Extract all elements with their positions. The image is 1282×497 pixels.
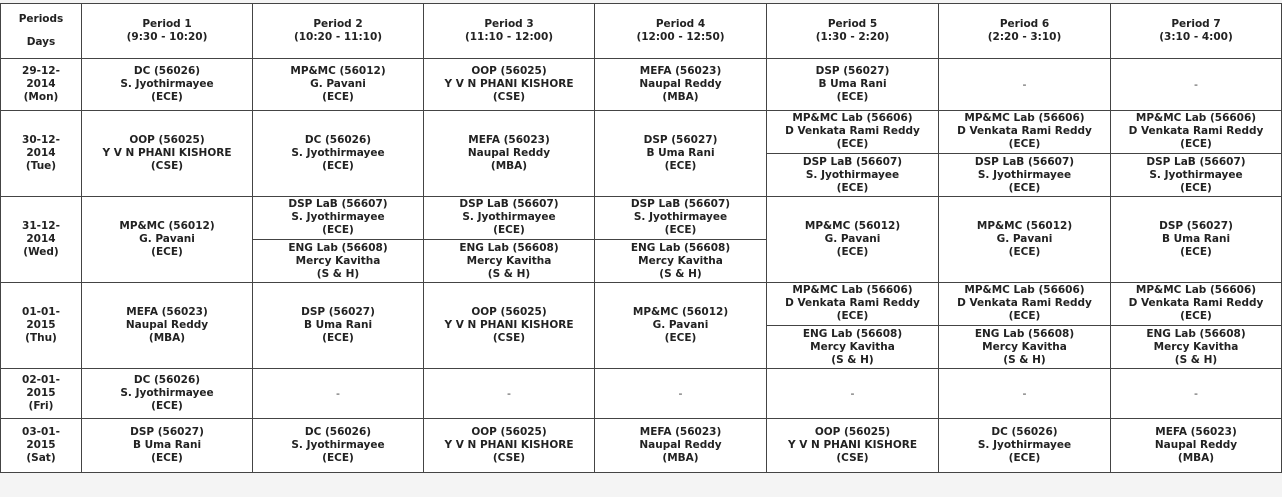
department-label: (ECE) xyxy=(836,246,869,258)
subject-label: MP&MC Lab (56606) xyxy=(792,284,913,296)
period-cell xyxy=(767,59,939,111)
department-label: (ECE) xyxy=(322,332,354,344)
teacher-name: D Venkata Rami Reddy xyxy=(1128,125,1264,137)
lab-entry xyxy=(1111,111,1281,154)
period-cell xyxy=(253,197,424,283)
department-label: (S & H) xyxy=(1003,354,1046,366)
class-entry xyxy=(767,64,938,105)
period-time: (1:30 - 2:20) xyxy=(815,31,890,43)
subject-label: DSP LaB (56607) xyxy=(1146,156,1246,168)
lab-entry xyxy=(939,154,1110,196)
period-cell xyxy=(767,369,939,419)
period-time: (3:10 - 4:00) xyxy=(1159,31,1233,43)
teacher-name: Mercy Kavitha xyxy=(1153,341,1239,353)
department-label: (ECE) xyxy=(836,138,869,150)
day-cell xyxy=(1,419,82,473)
subject-label: MP&MC Lab (56606) xyxy=(964,284,1085,296)
period-cell xyxy=(253,283,424,369)
lab-entry xyxy=(939,283,1110,326)
lab-entry xyxy=(253,240,423,282)
teacher-name: Mercy Kavitha xyxy=(810,341,895,353)
header-row xyxy=(1,4,1282,59)
table-row xyxy=(1,283,1282,369)
department-label: (ECE) xyxy=(664,332,697,344)
table-row xyxy=(1,59,1282,111)
day-label-line: 2014 xyxy=(26,233,56,245)
teacher-name: G. Pavani xyxy=(652,319,709,331)
period-name: Period 3 xyxy=(484,18,534,30)
department-label: (ECE) xyxy=(493,224,525,236)
empty-entry xyxy=(424,386,594,401)
empty-entry xyxy=(1111,77,1281,92)
period-header-6 xyxy=(939,4,1111,59)
department-label: (MBA) xyxy=(662,91,699,103)
class-entry xyxy=(424,64,594,105)
department-label: (ECE) xyxy=(1180,246,1212,258)
no-class-dash: - xyxy=(507,387,511,400)
period-cell xyxy=(253,419,424,473)
period-cell xyxy=(424,369,595,419)
lab-entry xyxy=(939,111,1110,154)
day-label-line: (Wed) xyxy=(23,246,59,258)
period-name: Period 6 xyxy=(999,18,1050,30)
day-label-line: (Fri) xyxy=(28,400,54,412)
subject-label: DSP LaB (56607) xyxy=(459,198,559,210)
department-label: (ECE) xyxy=(1180,182,1212,194)
period-name: Period 1 xyxy=(142,18,192,30)
class-entry xyxy=(424,133,594,174)
period-cell xyxy=(595,283,767,369)
period-name: Period 2 xyxy=(313,18,363,30)
subject-label: ENG Lab (56608) xyxy=(802,328,903,340)
teacher-name: Naupal Reddy xyxy=(125,319,209,331)
period-cell xyxy=(424,197,595,283)
department-label: (ECE) xyxy=(1180,310,1212,322)
class-entry xyxy=(253,305,423,346)
class-entry xyxy=(595,133,766,174)
period-cell xyxy=(1111,197,1282,283)
class-entry xyxy=(82,133,252,174)
period-cell xyxy=(595,419,767,473)
teacher-name: D Venkata Rami Reddy xyxy=(785,125,920,137)
department-label: (ECE) xyxy=(1008,182,1041,194)
period-cell xyxy=(767,197,939,283)
periods-label: Periods xyxy=(9,13,73,31)
period-cell xyxy=(939,59,1111,111)
department-label: (ECE) xyxy=(322,224,354,236)
subject-label: MP&MC (56012) xyxy=(290,65,386,77)
period-cell xyxy=(82,369,253,419)
day-label-line: 2014 xyxy=(26,78,56,90)
lab-entry xyxy=(424,240,594,282)
class-entry xyxy=(82,219,252,260)
department-label: (MBA) xyxy=(148,332,186,344)
no-class-dash: - xyxy=(1194,387,1198,400)
period-cell xyxy=(939,283,1111,369)
subject-label: ENG Lab (56608) xyxy=(459,242,559,254)
no-class-dash: - xyxy=(1022,387,1027,400)
lab-entry xyxy=(1111,283,1281,326)
department-label: (ECE) xyxy=(1008,246,1041,258)
subject-label: DC (56026) xyxy=(304,134,372,146)
teacher-name: G. Pavani xyxy=(996,233,1053,245)
subject-label: DC (56026) xyxy=(304,426,372,438)
department-label: (S & H) xyxy=(659,268,702,280)
class-entry xyxy=(253,425,423,466)
period-cell xyxy=(939,419,1111,473)
department-label: (MBA) xyxy=(1177,452,1215,464)
department-label: (CSE) xyxy=(836,452,869,464)
lab-entry xyxy=(424,197,594,240)
teacher-name: S. Jyothirmayee xyxy=(977,439,1072,451)
teacher-name: B Uma Rani xyxy=(303,319,373,331)
day-cell xyxy=(1,197,82,283)
lab-entry xyxy=(767,283,938,326)
days-label: Days xyxy=(26,36,56,48)
department-label: (S & H) xyxy=(1174,354,1218,366)
class-entry xyxy=(595,425,766,466)
day-label-line: 30-12- xyxy=(22,134,60,146)
period-name: Period 7 xyxy=(1171,18,1221,30)
teacher-name: D Venkata Rami Reddy xyxy=(1128,297,1264,309)
day-label-line: 2014 xyxy=(26,147,56,159)
subject-label: OOP (56025) xyxy=(129,134,205,146)
subject-label: DSP (56027) xyxy=(301,306,375,318)
department-label: (CSE) xyxy=(492,91,526,103)
period-header-2 xyxy=(253,4,424,59)
period-time: (10:20 - 11:10) xyxy=(293,31,383,43)
day-cell xyxy=(1,369,82,419)
teacher-name: B Uma Rani xyxy=(1161,233,1231,245)
subject-label: MEFA (56023) xyxy=(639,426,722,438)
department-label: (ECE) xyxy=(836,310,869,322)
timetable xyxy=(0,3,1282,473)
teacher-name: Y V N PHANI KISHORE xyxy=(444,439,574,451)
subject-label: DSP LaB (56607) xyxy=(630,198,731,210)
period-time: (11:10 - 12:00) xyxy=(464,31,554,43)
subject-label: OOP (56025) xyxy=(471,65,547,77)
subject-label: DSP (56027) xyxy=(643,134,718,146)
teacher-name: G. Pavani xyxy=(310,78,366,90)
teacher-name: Mercy Kavitha xyxy=(466,255,552,267)
teacher-name: D Venkata Rami Reddy xyxy=(957,297,1092,309)
department-label: (ECE) xyxy=(151,91,183,103)
class-entry xyxy=(82,64,252,105)
lab-entry xyxy=(595,197,766,240)
period-cell xyxy=(595,59,767,111)
department-label: (ECE) xyxy=(322,160,354,172)
subject-label: DC (56026) xyxy=(133,374,201,386)
period-header-5 xyxy=(767,4,939,59)
subject-label: MP&MC Lab (56606) xyxy=(1135,284,1257,296)
day-cell xyxy=(1,111,82,197)
period-cell xyxy=(1111,283,1282,369)
lab-entry xyxy=(595,240,766,282)
subject-label: ENG Lab (56608) xyxy=(974,328,1075,340)
class-entry xyxy=(595,305,766,346)
teacher-name: D Venkata Rami Reddy xyxy=(785,297,920,309)
subject-label: DC (56026) xyxy=(133,65,201,77)
subject-label: MEFA (56023) xyxy=(126,306,208,318)
empty-entry xyxy=(253,386,423,401)
teacher-name: Mercy Kavitha xyxy=(982,341,1067,353)
teacher-name: S. Jyothirmayee xyxy=(1149,169,1243,181)
subject-label: MEFA (56023) xyxy=(1155,426,1237,438)
class-entry xyxy=(767,425,938,466)
department-label: (ECE) xyxy=(1008,138,1041,150)
no-class-dash: - xyxy=(1194,78,1198,91)
class-entry xyxy=(424,305,594,346)
table-row xyxy=(1,111,1282,197)
subject-label: OOP (56025) xyxy=(471,426,547,438)
teacher-name: G. Pavani xyxy=(824,233,881,245)
subject-label: MP&MC (56012) xyxy=(119,220,215,232)
timetable-body xyxy=(1,59,1282,473)
subject-label: DSP LaB (56607) xyxy=(974,156,1075,168)
teacher-name: Y V N PHANI KISHORE xyxy=(444,319,574,331)
teacher-name: Naupal Reddy xyxy=(639,78,722,90)
department-label: (S & H) xyxy=(831,354,874,366)
teacher-name: S. Jyothirmayee xyxy=(291,147,385,159)
teacher-name: Naupal Reddy xyxy=(639,439,722,451)
teacher-name: S. Jyothirmayee xyxy=(977,169,1072,181)
table-row xyxy=(1,369,1282,419)
day-label-line: 2015 xyxy=(26,319,56,331)
subject-label: DC (56026) xyxy=(991,426,1058,438)
period-cell xyxy=(595,197,767,283)
period-cell xyxy=(82,59,253,111)
day-label-line: (Sat) xyxy=(26,452,56,464)
subject-label: DSP (56027) xyxy=(130,426,204,438)
lab-entry xyxy=(1111,154,1281,196)
teacher-name: S. Jyothirmayee xyxy=(120,387,214,399)
day-cell xyxy=(1,59,82,111)
period-cell xyxy=(424,59,595,111)
class-entry xyxy=(939,219,1110,260)
day-label-line: (Mon) xyxy=(23,91,59,103)
period-cell xyxy=(253,111,424,197)
department-label: (ECE) xyxy=(322,452,354,464)
lab-entry xyxy=(767,326,938,368)
subject-label: MP&MC (56012) xyxy=(632,306,729,318)
department-label: (ECE) xyxy=(1008,310,1041,322)
no-class-dash: - xyxy=(678,387,683,400)
period-cell xyxy=(767,283,939,369)
department-label: (ECE) xyxy=(1008,452,1041,464)
empty-entry xyxy=(939,77,1110,92)
period-name: Period 5 xyxy=(827,18,878,30)
teacher-name: S. Jyothirmayee xyxy=(291,439,385,451)
subject-label: OOP (56025) xyxy=(471,306,547,318)
lab-entry xyxy=(767,111,938,154)
teacher-name: Naupal Reddy xyxy=(1154,439,1238,451)
period-cell xyxy=(767,419,939,473)
subject-label: MP&MC (56012) xyxy=(804,220,901,232)
class-entry xyxy=(1111,425,1281,466)
table-row xyxy=(1,197,1282,283)
day-label-line: 31-12- xyxy=(22,220,60,232)
department-label: (ECE) xyxy=(1180,138,1212,150)
no-class-dash: - xyxy=(1022,78,1027,91)
subject-label: DSP LaB (56607) xyxy=(802,156,903,168)
department-label: (ECE) xyxy=(836,182,869,194)
subject-label: DSP (56027) xyxy=(815,65,890,77)
teacher-name: Y V N PHANI KISHORE xyxy=(444,78,574,90)
class-entry xyxy=(253,133,423,174)
department-label: (ECE) xyxy=(664,224,697,236)
subject-label: ENG Lab (56608) xyxy=(1146,328,1246,340)
table-row xyxy=(1,419,1282,473)
period-time: (9:30 - 10:20) xyxy=(126,31,208,43)
subject-label: DSP (56027) xyxy=(1159,220,1233,232)
department-label: (MBA) xyxy=(490,160,528,172)
day-label-line: 2015 xyxy=(26,387,56,399)
period-cell xyxy=(767,111,939,197)
class-entry xyxy=(1111,219,1281,260)
period-cell xyxy=(939,111,1111,197)
teacher-name: Naupal Reddy xyxy=(467,147,551,159)
department-label: (ECE) xyxy=(151,246,183,258)
period-cell xyxy=(424,283,595,369)
period-header-4 xyxy=(595,4,767,59)
period-cell xyxy=(82,197,253,283)
subject-label: MP&MC (56012) xyxy=(976,220,1073,232)
empty-entry xyxy=(1111,386,1281,401)
teacher-name: Y V N PHANI KISHORE xyxy=(787,439,918,451)
period-cell xyxy=(1111,59,1282,111)
day-label-line: (Tue) xyxy=(25,160,57,172)
department-label: (ECE) xyxy=(151,400,183,412)
no-class-dash: - xyxy=(336,387,340,400)
teacher-name: B Uma Rani xyxy=(818,78,887,90)
period-name: Period 4 xyxy=(655,18,706,30)
period-cell xyxy=(82,283,253,369)
department-label: (MBA) xyxy=(662,452,699,464)
class-entry xyxy=(595,64,766,105)
class-entry xyxy=(939,425,1110,466)
period-cell xyxy=(424,111,595,197)
subject-label: DSP LaB (56607) xyxy=(288,198,388,210)
period-cell xyxy=(424,419,595,473)
period-header-7 xyxy=(1111,4,1282,59)
lab-entry xyxy=(767,154,938,196)
teacher-name: S. Jyothirmayee xyxy=(291,211,385,223)
period-cell xyxy=(1111,419,1282,473)
department-label: (ECE) xyxy=(836,91,869,103)
subject-label: MP&MC Lab (56606) xyxy=(792,112,913,124)
department-label: (CSE) xyxy=(492,452,526,464)
department-label: (S & H) xyxy=(487,268,531,280)
teacher-name: B Uma Rani xyxy=(646,147,715,159)
no-class-dash: - xyxy=(850,387,855,400)
period-cell xyxy=(253,59,424,111)
period-cell xyxy=(82,419,253,473)
teacher-name: S. Jyothirmayee xyxy=(805,169,900,181)
class-entry xyxy=(424,425,594,466)
empty-entry xyxy=(939,386,1110,401)
empty-entry xyxy=(767,386,938,401)
class-entry xyxy=(82,305,252,346)
department-label: (CSE) xyxy=(150,160,184,172)
teacher-name: B Uma Rani xyxy=(132,439,202,451)
teacher-name: D Venkata Rami Reddy xyxy=(957,125,1092,137)
teacher-name: S. Jyothirmayee xyxy=(462,211,556,223)
day-label-line: 29-12- xyxy=(22,65,60,77)
department-label: (CSE) xyxy=(492,332,526,344)
period-cell xyxy=(82,111,253,197)
corner-cell xyxy=(1,4,82,59)
subject-label: MEFA (56023) xyxy=(639,65,722,77)
teacher-name: Mercy Kavitha xyxy=(295,255,381,267)
period-header-1 xyxy=(82,4,253,59)
period-cell xyxy=(1111,369,1282,419)
teacher-name: G. Pavani xyxy=(139,233,195,245)
subject-label: ENG Lab (56608) xyxy=(288,242,388,254)
class-entry xyxy=(82,373,252,414)
subject-label: OOP (56025) xyxy=(814,426,891,438)
lab-entry xyxy=(253,197,423,240)
period-cell xyxy=(939,369,1111,419)
department-label: (S & H) xyxy=(316,268,360,280)
period-cell xyxy=(253,369,424,419)
day-cell xyxy=(1,283,82,369)
subject-label: MP&MC Lab (56606) xyxy=(1135,112,1257,124)
day-label-line: 03-01- xyxy=(22,426,60,438)
day-label-line: (Thu) xyxy=(25,332,57,344)
teacher-name: Y V N PHANI KISHORE xyxy=(102,147,232,159)
period-cell xyxy=(1111,111,1282,197)
period-cell xyxy=(595,369,767,419)
day-label-line: 2015 xyxy=(26,439,56,451)
period-time: (12:00 - 12:50) xyxy=(636,31,725,43)
teacher-name: S. Jyothirmayee xyxy=(120,78,214,90)
department-label: (ECE) xyxy=(151,452,183,464)
teacher-name: S. Jyothirmayee xyxy=(633,211,728,223)
period-cell xyxy=(595,111,767,197)
period-time: (2:20 - 3:10) xyxy=(987,31,1062,43)
subject-label: MP&MC Lab (56606) xyxy=(964,112,1085,124)
subject-label: ENG Lab (56608) xyxy=(630,242,731,254)
department-label: (ECE) xyxy=(322,91,354,103)
class-entry xyxy=(767,219,938,260)
day-label-line: 01-01- xyxy=(22,306,60,318)
lab-entry xyxy=(1111,326,1281,368)
empty-entry xyxy=(595,386,766,401)
teacher-name: Mercy Kavitha xyxy=(638,255,723,267)
department-label: (ECE) xyxy=(664,160,697,172)
period-header-3 xyxy=(424,4,595,59)
subject-label: MEFA (56023) xyxy=(468,134,550,146)
class-entry xyxy=(82,425,252,466)
lab-entry xyxy=(939,326,1110,368)
period-cell xyxy=(939,197,1111,283)
day-label-line: 02-01- xyxy=(22,374,60,386)
class-entry xyxy=(253,64,423,105)
